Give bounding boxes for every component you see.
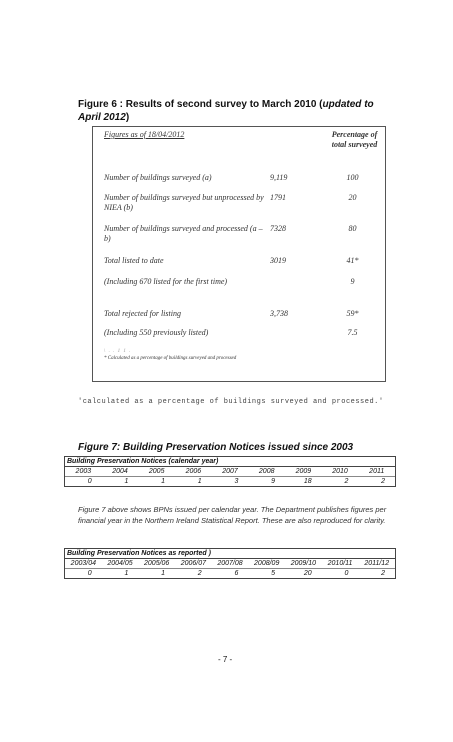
figure-7-title: Figure 7: Building Preservation Notices issued since 2003 bbox=[78, 442, 354, 453]
survey-results-box bbox=[92, 126, 386, 382]
page-number: - 7 - bbox=[218, 655, 233, 664]
survey-row-value: 3,738 bbox=[270, 309, 288, 318]
value-cell: 5 bbox=[271, 570, 276, 577]
bpn-financial-caption: Building Preservation Notices as reported ) bbox=[65, 549, 395, 559]
year-cell: 2009/10 bbox=[290, 560, 317, 567]
survey-row-percentage: 59* bbox=[346, 309, 359, 318]
value-cell: 1 bbox=[124, 478, 129, 485]
survey-row-label: Total rejected for listing bbox=[104, 309, 181, 318]
bpn-calendar-table bbox=[64, 456, 396, 487]
survey-row-percentage: 80 bbox=[348, 224, 357, 233]
bpn-financial-table bbox=[64, 548, 396, 579]
survey-row-value: 3019 bbox=[270, 256, 286, 265]
bpn-calendar-years bbox=[65, 467, 395, 477]
year-cell: 2004/05 bbox=[107, 560, 133, 567]
survey-row-label: Number of buildings surveyed (a) bbox=[104, 173, 212, 182]
value-cell: 18 bbox=[303, 478, 312, 485]
year-cell: 2011 bbox=[369, 468, 385, 475]
figure-6-title bbox=[78, 98, 398, 124]
survey-footnote: * Calculated as a percentage of buildings surveyed and processed bbox=[104, 356, 237, 361]
value-cell: 1 bbox=[124, 570, 129, 577]
survey-row-percentage: 7.5 bbox=[347, 328, 358, 337]
figure-6-title-end: ) bbox=[125, 112, 130, 123]
survey-row-percentage: 9 bbox=[350, 277, 355, 286]
value-cell: 0 bbox=[344, 570, 349, 577]
value-cell: 2 bbox=[344, 478, 349, 485]
year-cell: 2009 bbox=[295, 468, 312, 475]
calculation-note: 'calculated as a percentage of buildings surveyed and processed.' bbox=[78, 398, 384, 406]
survey-header-date: Figures as of 18/04/2012 bbox=[104, 130, 185, 139]
bpn-explanation-paragraph: Figure 7 above shows BPNs issued per calendar year. The Department publishes figures per financial year in the Northern Ireland Statistical Report. These are also reproduced for clarity. bbox=[78, 505, 387, 525]
survey-row-label: Total listed to date bbox=[104, 256, 164, 265]
value-cell: 9 bbox=[271, 478, 276, 485]
bpn-financial-years bbox=[65, 559, 395, 569]
year-cell: 2010 bbox=[332, 468, 348, 475]
value-cell: 20 bbox=[303, 570, 312, 577]
year-cell: 2008/09 bbox=[254, 560, 280, 567]
faint-text: \ . . 1 1 . bbox=[104, 349, 132, 354]
survey-row-percentage: 100 bbox=[346, 173, 359, 182]
value-cell: 6 bbox=[234, 570, 239, 577]
value-cell: 1 bbox=[161, 570, 166, 577]
year-cell: 2008 bbox=[258, 468, 275, 475]
bpn-calendar-values bbox=[65, 477, 395, 486]
value-cell: 0 bbox=[87, 478, 92, 485]
year-cell: 2005/06 bbox=[144, 560, 170, 567]
year-cell: 2003 bbox=[75, 468, 92, 475]
bpn-calendar-caption: Building Preservation Notices (calendar year) bbox=[65, 457, 395, 467]
survey-row-percentage: 20 bbox=[348, 193, 357, 202]
value-cell: 1 bbox=[161, 478, 166, 485]
survey-row-value: 1791 bbox=[270, 193, 286, 202]
year-cell: 2006 bbox=[185, 468, 202, 475]
survey-row-label: (Including 550 previously listed) bbox=[104, 328, 209, 337]
figure-6-title-update: updated to April 2012 bbox=[78, 99, 374, 123]
year-cell: 2007 bbox=[222, 468, 238, 475]
survey-row-percentage: 41* bbox=[346, 256, 359, 265]
survey-row-label: Number of buildings surveyed and processed (a – b) bbox=[104, 224, 263, 243]
year-cell: 2007/08 bbox=[217, 560, 243, 567]
survey-row-value: 7328 bbox=[270, 224, 286, 233]
year-cell: 2005 bbox=[148, 468, 165, 475]
value-cell: 2 bbox=[381, 570, 386, 577]
year-cell: 2006/07 bbox=[180, 560, 206, 567]
value-cell: 1 bbox=[197, 478, 202, 485]
survey-row-label: (Including 670 listed for the first time) bbox=[104, 277, 228, 286]
year-cell: 2010/11 bbox=[327, 560, 353, 567]
year-cell: 2011/12 bbox=[364, 560, 390, 567]
bpn-financial-values bbox=[65, 569, 395, 578]
value-cell: 0 bbox=[87, 570, 92, 577]
survey-row-value: 9,119 bbox=[270, 173, 288, 182]
survey-header-percentage: Percentage of total surveyed bbox=[331, 130, 378, 149]
survey-row-label: Number of buildings surveyed but unprocessed by NIEA (b) bbox=[104, 193, 264, 212]
year-cell: 2003/04 bbox=[70, 560, 96, 567]
value-cell: 2 bbox=[381, 478, 386, 485]
value-cell: 2 bbox=[197, 570, 202, 577]
year-cell: 2004 bbox=[112, 468, 128, 475]
figure-6-title-main: Figure 6 : Results of second survey to March 2010 ( bbox=[78, 99, 323, 110]
value-cell: 3 bbox=[234, 478, 239, 485]
